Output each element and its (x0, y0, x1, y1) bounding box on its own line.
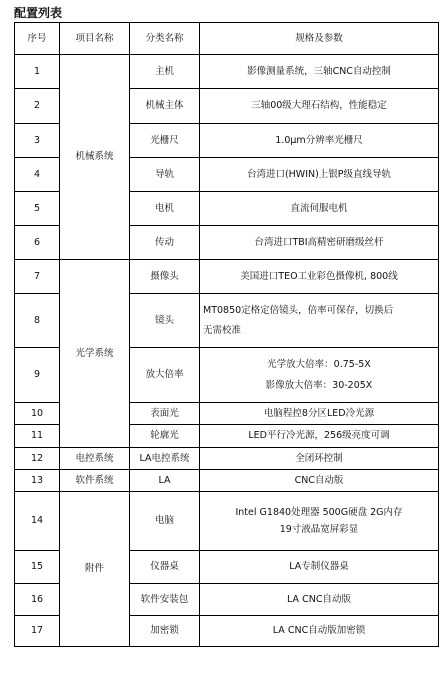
header-spec: 规格及参数 (200, 23, 439, 55)
row-spec: 直流伺服电机 (200, 192, 439, 226)
row-no: 1 (15, 55, 60, 89)
row-category: 导轨 (130, 158, 200, 192)
row-spec: 全闭环控制 (200, 448, 439, 470)
row-no: 5 (15, 192, 60, 226)
row-no: 17 (15, 616, 60, 647)
row-category: 电机 (130, 192, 200, 226)
header-category: 分类名称 (130, 23, 200, 55)
row-category: 仪器桌 (130, 551, 200, 584)
row-category: 传动 (130, 226, 200, 260)
row-spec: LA CNC自动版 (200, 584, 439, 616)
row-spec-line: Intel G1840处理器 500G硬盘 2G内存 (235, 507, 403, 518)
row-no: 4 (15, 158, 60, 192)
table-row (15, 492, 439, 551)
row-spec (200, 492, 439, 551)
config-table (14, 22, 439, 647)
row-spec: 美国进口TEO工业彩色摄像机, 800线 (200, 260, 439, 294)
row-category: 加密锁 (130, 616, 200, 647)
row-category: 电脑 (130, 492, 200, 551)
row-no: 13 (15, 470, 60, 492)
row-category: 放大倍率 (130, 348, 200, 403)
row-no: 8 (15, 294, 60, 348)
row-no: 7 (15, 260, 60, 294)
row-spec-line: 影像放大倍率：30-205X (265, 380, 373, 391)
row-no: 14 (15, 492, 60, 551)
row-no: 9 (15, 348, 60, 403)
row-category: 光栅尺 (130, 124, 200, 158)
row-category: 摄像头 (130, 260, 200, 294)
group-mechanical: 机械系统 (60, 55, 130, 260)
row-spec-line: MT0850定格定倍镜头，倍率可保存，切换后 (203, 304, 394, 316)
header-item: 项目名称 (60, 23, 130, 55)
row-no: 12 (15, 448, 60, 470)
row-category: LA电控系统 (130, 448, 200, 470)
row-category: 软件安装包 (130, 584, 200, 616)
table-row (15, 470, 439, 492)
row-spec (200, 294, 439, 348)
group-electrical: 电控系统 (60, 448, 130, 470)
table-row (15, 448, 439, 470)
row-spec-line: 19寸液晶宽屏彩显 (279, 524, 359, 535)
row-no: 15 (15, 551, 60, 584)
row-spec: 台湾进口(HWIN)上银P级直线导轨 (200, 158, 439, 192)
row-spec-line: 光学放大倍率：0.75-5X (267, 359, 371, 370)
row-no: 11 (15, 425, 60, 448)
row-spec: 电脑程控8分区LED冷光源 (200, 403, 439, 425)
header-no: 序号 (15, 23, 60, 55)
row-spec: CNC自动版 (200, 470, 439, 492)
row-category: 镜头 (130, 294, 200, 348)
row-spec: 1.0μm分辨率光栅尺 (200, 124, 439, 158)
table-header-row (15, 23, 439, 55)
row-spec: 影像测量系统，三轴CNC自动控制 (200, 55, 439, 89)
group-accessories: 附件 (60, 492, 130, 647)
row-spec (200, 348, 439, 403)
row-no: 2 (15, 89, 60, 124)
group-optical: 光学系统 (60, 260, 130, 448)
row-spec: 三轴00级大理石结构，性能稳定 (200, 89, 439, 124)
row-category: 表面光 (130, 403, 200, 425)
group-software: 软件系统 (60, 470, 130, 492)
row-spec: LED平行冷光源，256级亮度可调 (200, 425, 439, 448)
row-no: 3 (15, 124, 60, 158)
page-title: 配置列表 (14, 6, 63, 20)
row-no: 16 (15, 584, 60, 616)
row-no: 6 (15, 226, 60, 260)
table-row (15, 55, 439, 89)
row-spec-line: 无需校准 (203, 324, 242, 336)
row-category: 轮廓光 (130, 425, 200, 448)
table-row (15, 260, 439, 294)
row-spec: 台湾进口TBI高精密研磨级丝杆 (200, 226, 439, 260)
row-spec: LA CNC自动版加密锁 (200, 616, 439, 647)
row-spec: LA专制仪器桌 (200, 551, 439, 584)
row-category: LA (130, 470, 200, 492)
row-category: 主机 (130, 55, 200, 89)
row-no: 10 (15, 403, 60, 425)
row-category: 机械主体 (130, 89, 200, 124)
